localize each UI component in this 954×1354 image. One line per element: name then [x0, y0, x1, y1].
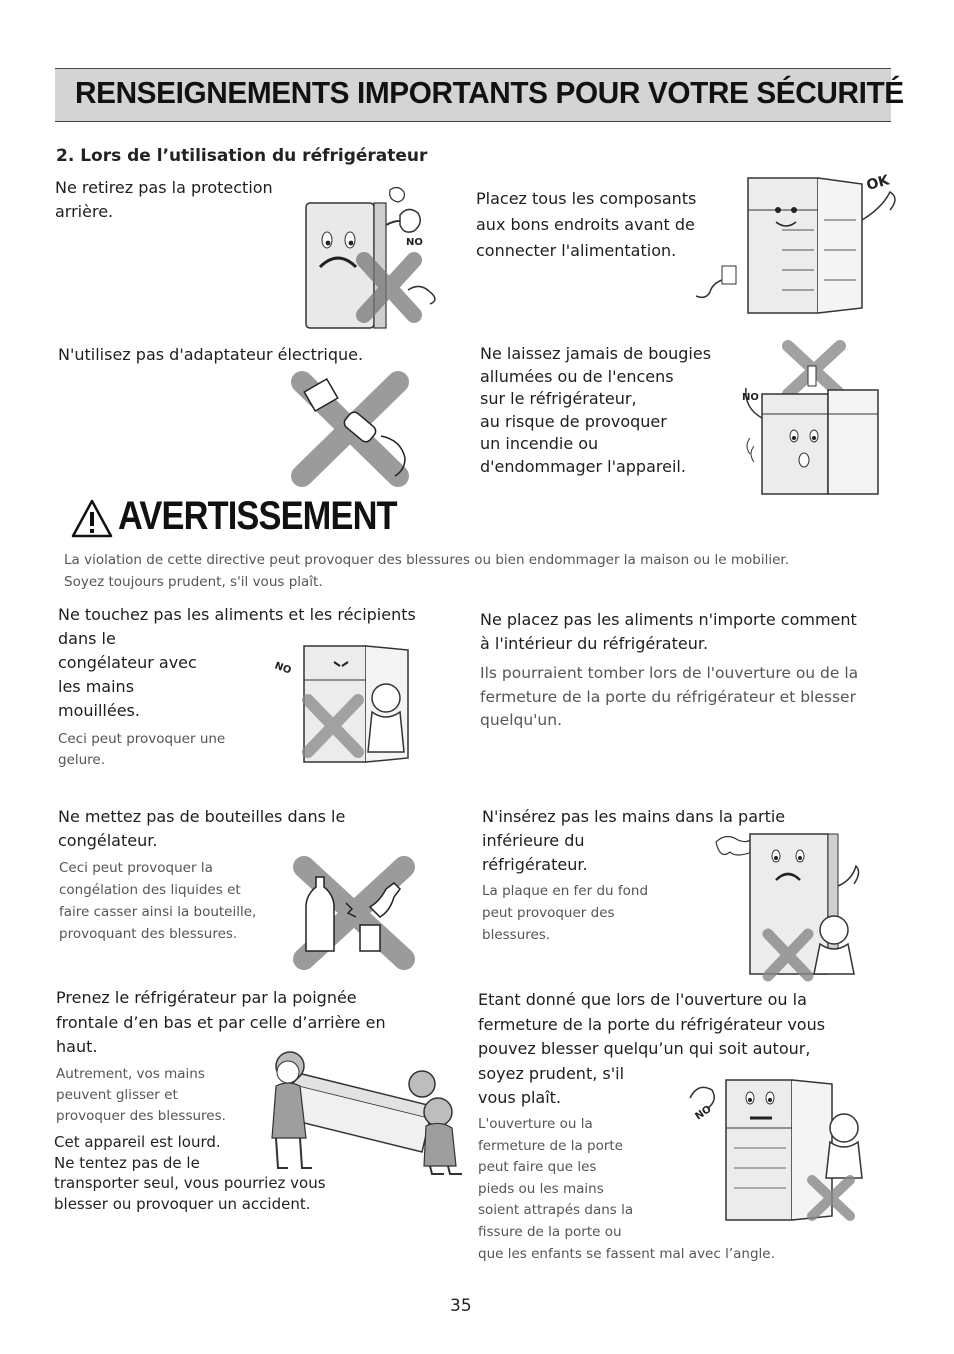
- rear-protection-text: Ne retirez pas la protection arrière.: [55, 178, 273, 221]
- adapter-illustration: [286, 366, 416, 488]
- components-text: Placez tous les composants aux bons endroits avant de connecter l'alimentation.: [476, 189, 697, 260]
- wet-hands-text: Ne touchez pas les aliments et les récipients dans le congélateur avec les mains mouillées.: [58, 605, 416, 720]
- placement-subtext: Ils pourraient tomber lors de l'ouverture ou de la fermeture de la porte du réfrigérateur et blesser quelqu'un.: [480, 664, 859, 729]
- bottles-illustration: [290, 855, 422, 970]
- ok-badge: OK: [864, 172, 892, 194]
- warning-title: AVERTISSEMENT: [118, 494, 397, 538]
- wet-hands-illustration: [248, 640, 418, 768]
- bottles-text: Ne mettez pas de bouteilles dans le congélateur.: [58, 807, 346, 850]
- hands-bottom-subtext: La plaque en fer du fond peut provoquer des blessures.: [482, 883, 649, 943]
- wet-hands-subtext: Ceci peut provoquer une gelure.: [58, 731, 226, 768]
- placement-text: Ne placez pas les aliments n'importe comment à l'intérieur du réfrigérateur.: [480, 610, 857, 653]
- warning-description: La violation de cette directive peut provoquer des blessures ou bien endommager la maison ou le mobilier. Soyez toujours prudent, s'il vous plaît.: [64, 552, 790, 590]
- page-number: 35: [450, 1296, 472, 1316]
- carry-text: Prenez le réfrigérateur par la poignée frontale d’en bas et par celle d’arrière en haut.: [56, 988, 386, 1056]
- header-bar: [55, 68, 904, 122]
- door-illustration: [662, 1068, 868, 1228]
- warning-triangle-icon: [70, 498, 114, 540]
- no-badge: NO: [693, 1103, 714, 1123]
- rear-protection-illustration: [290, 185, 450, 335]
- hands-bottom-illustration: [708, 826, 868, 986]
- no-badge: NO: [742, 392, 759, 403]
- components-illustration: [690, 170, 915, 320]
- hands-bottom-text: N'insérez pas les mains dans la partie inférieure du réfrigérateur.: [482, 807, 786, 874]
- adapter-text: N'utilisez pas d'adaptateur électrique.: [58, 345, 364, 364]
- page-title: RENSEIGNEMENTS IMPORTANTS POUR VOTRE SÉCURITÉ: [75, 75, 904, 110]
- carry-extra-text: Cet appareil est lourd. Ne tentez pas de le transporter seul, vous pourriez vous blesser ou provoquer un accident.: [54, 1133, 326, 1213]
- no-badge: NO: [272, 660, 293, 677]
- candles-text: Ne laissez jamais de bougies allumées ou de l'encens sur le réfrigérateur, au risque de provoquer un incendie ou d'endommager l'appareil.: [480, 344, 712, 476]
- bottles-subtext: Ceci peut provoquer la congélation des liquides et faire casser ainsi la bouteille, provoquant des blessures.: [59, 860, 257, 942]
- candles-illustration: [730, 338, 890, 503]
- door-text: Etant donné que lors de l'ouverture ou la fermeture de la porte du réfrigérateur vous pouvez blesser quelqu’un qui soit autour, soyez prudent, s'il vous plaît.: [478, 990, 826, 1107]
- carry-subtext: Autrement, vos mains peuvent glisser et provoquer des blessures.: [56, 1066, 226, 1124]
- door-subtext: L'ouverture ou la fermeture de la porte peut faire que les pieds ou les mains soient attrapés dans la fissure de la porte ou que les enfants se fassent mal avec l’angle.: [478, 1116, 775, 1262]
- carry-illustration: [262, 1040, 470, 1178]
- no-badge: NO: [406, 237, 423, 248]
- section-title: 2. Lors de l’utilisation du réfrigérateur: [56, 146, 428, 166]
